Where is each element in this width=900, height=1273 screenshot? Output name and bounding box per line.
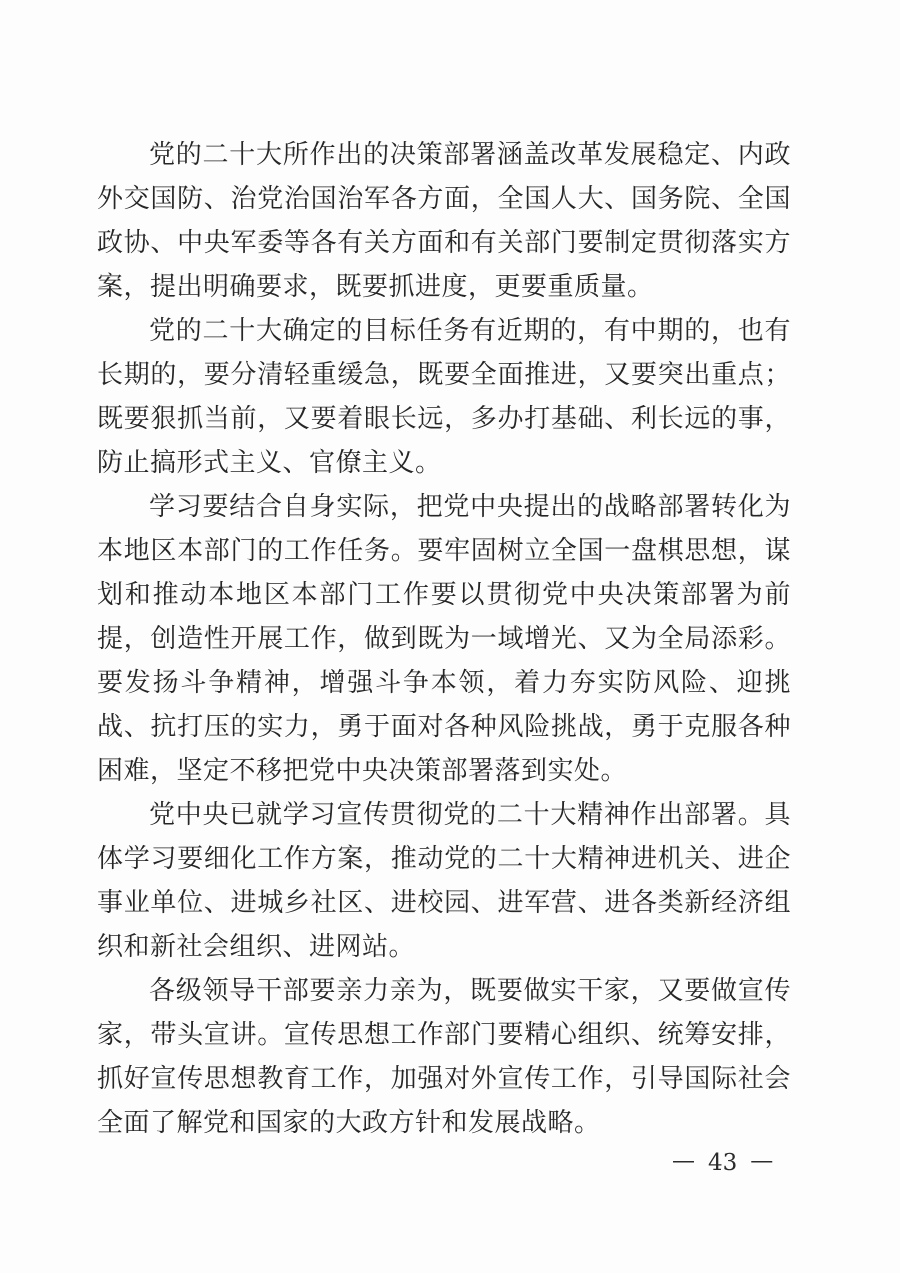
footer-dash-left: — <box>672 1148 695 1174</box>
page-body <box>97 133 791 1145</box>
paragraph-1: 党的二十大所作出的决策部署涵盖改革发展稳定、内政外交国防、治党治国治军各方面，全国人大、国务院、全国政协、中央军委等各有关方面和有关部门要制定贯彻落实方案，提出明确要求，既要抓进度，更要重质量。 <box>97 140 791 302</box>
paragraph-4: 党中央已就学习宣传贯彻党的二十大精神作出部署。具体学习要细化工作方案，推动党的二十大精神进机关、进企事业单位、进城乡社区、进校园、进军营、进各类新经济组织和新社会组织、进网站。 <box>97 800 791 962</box>
paragraph-5: 各级领导干部要亲力亲为，既要做实干家，又要做宣传家，带头宣讲。宣传思想工作部门要精心组织、统筹安排，抓好宣传思想教育工作，加强对外宣传工作，引导国际社会全面了解党和国家的大政方针和发展战略。 <box>97 976 791 1138</box>
paragraph-2: 党的二十大确定的目标任务有近期的，有中期的，也有长期的，要分清轻重缓急，既要全面推进，又要突出重点；既要狠抓当前，又要着眼长远，多办打基础、利长远的事，防止搞形式主义、官僚主义。 <box>97 316 791 478</box>
footer-dash-right: — <box>750 1148 774 1174</box>
page-number: 43 <box>708 1150 738 1176</box>
paragraph-3: 学习要结合自身实际，把党中央提出的战略部署转化为本地区本部门的工作任务。要牢固树立全国一盘棋思想，谋划和推动本地区本部门工作要以贯彻党中央决策部署为前提，创造性开展工作，做到既为一域增光、又为全局添彩。要发扬斗争精神，增强斗争本领，着力夯实防风险、迎挑战、抗打压的实力，勇于面对各种风险挑战，勇于克服各种困难，坚定不移把党中央决策部署落到实处。 <box>97 492 791 786</box>
page-footer <box>672 1150 773 1176</box>
